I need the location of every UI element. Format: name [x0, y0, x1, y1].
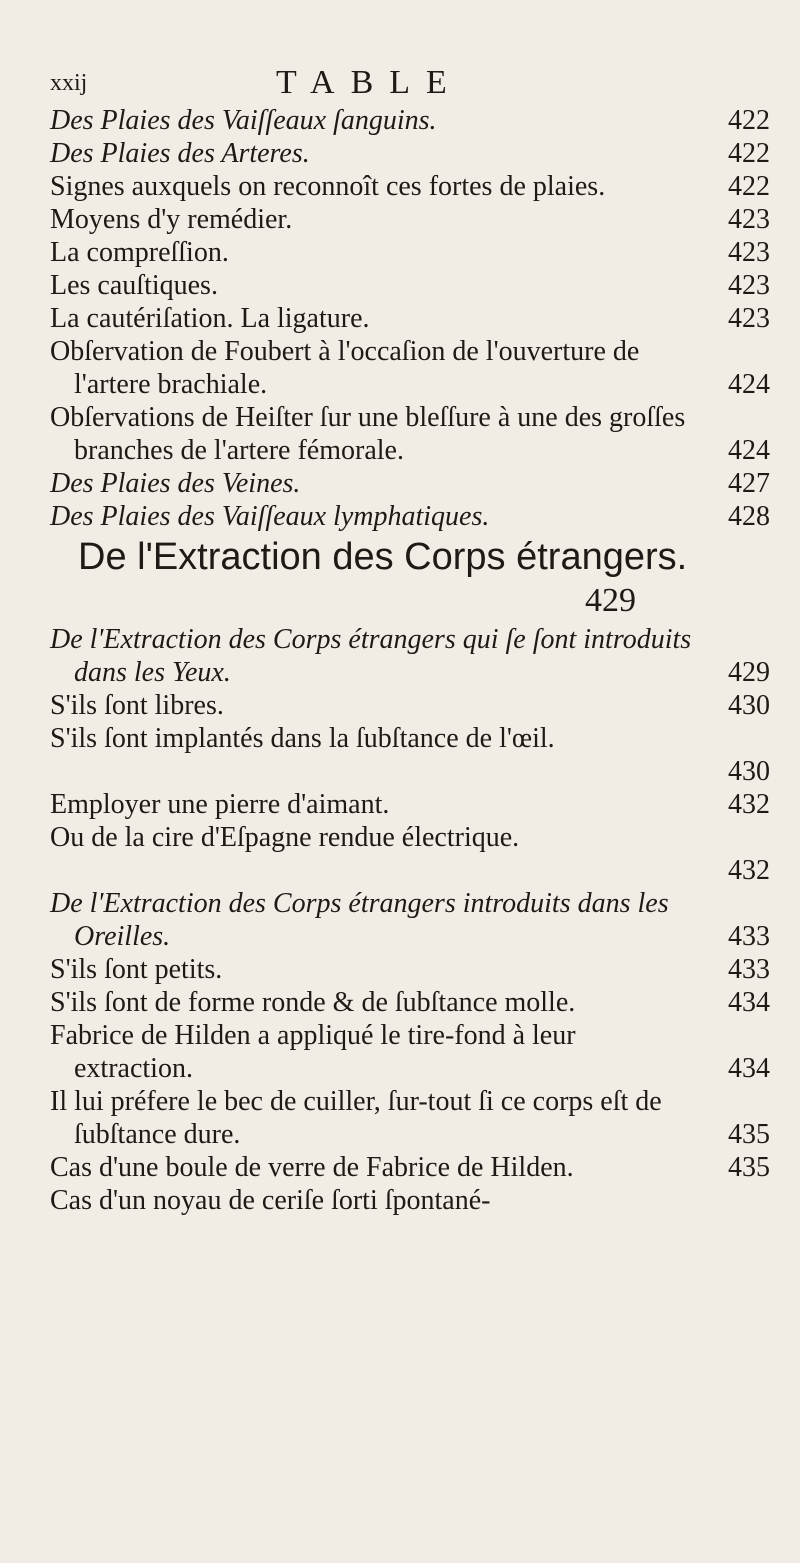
toc-entry-text: Signes auxquels on reconnoît ces fortes de plaies. — [50, 171, 606, 202]
toc-entry — [50, 722, 770, 788]
toc-entry-page: 422 — [728, 171, 770, 202]
toc-entry-page: 423 — [728, 303, 770, 334]
toc-entry-text: Cas d'un noyau de ceriſe ſorti ſpontané- — [50, 1185, 491, 1216]
toc-entry — [50, 269, 770, 302]
toc-entry-text: S'ils ſont libres. — [50, 690, 224, 721]
toc-entry-text: De l'Extraction des Corps étrangers qui ſe ſont introduits dans les Yeux. — [50, 624, 692, 688]
toc-entry-page: 424 — [728, 435, 770, 466]
toc-entry-text: Des Plaies des Vaiſſeaux lymphatiques. — [50, 501, 490, 532]
entry-list-plaies — [50, 104, 770, 533]
toc-entry-page: 432 — [728, 855, 770, 886]
toc-entry-page: 435 — [728, 1119, 770, 1150]
toc-entry — [50, 302, 770, 335]
toc-entry-text: Des Plaies des Vaiſſeaux ſanguins. — [50, 105, 437, 136]
toc-entry-page: 423 — [728, 270, 770, 301]
toc-entry — [50, 1151, 770, 1184]
toc-entry-text: Obſervation de Foubert à l'occaſion de l'ouverture de l'artere brachiale. — [50, 336, 640, 400]
toc-entry — [50, 1019, 770, 1085]
section-heading: De l'Extraction des Corps étrangers. — [78, 536, 688, 578]
toc-entry-text: S'ils ſont implantés dans la ſubſtance de l'œil. — [50, 723, 555, 754]
toc-entry — [50, 203, 770, 236]
toc-entry — [50, 887, 770, 953]
toc-entry-text: Il lui préfere le bec de cuiller, ſur-tout ſi ce corps eſt de ſubſtance dure. — [50, 1086, 662, 1150]
toc-entry-text: Ou de la cire d'Eſpagne rendue électrique. — [50, 822, 520, 853]
toc-entry-page: 424 — [728, 369, 770, 400]
toc-entry — [50, 236, 770, 269]
toc-entry-page: 433 — [728, 954, 770, 985]
entry-list-extraction — [50, 623, 770, 1217]
toc-entry-text: S'ils ſont petits. — [50, 954, 223, 985]
toc-entry — [50, 689, 770, 722]
toc-entry-text: Moyens d'y remédier. — [50, 204, 293, 235]
toc-entry — [50, 986, 770, 1019]
toc-entry-text: S'ils ſont de forme ronde & de ſubſtance molle. — [50, 987, 576, 1018]
toc-entry — [50, 623, 770, 689]
toc-entry-page: 423 — [728, 204, 770, 235]
toc-entry-page: 423 — [728, 237, 770, 268]
toc-entry-text: La compreſſion. — [50, 237, 229, 268]
toc-entry — [50, 401, 770, 467]
toc-entry — [50, 1085, 770, 1151]
toc-entry-text: Employer une pierre d'aimant. — [50, 789, 390, 820]
toc-entry-text: Des Plaies des Veines. — [50, 468, 301, 499]
toc-entry-page: 434 — [728, 987, 770, 1018]
toc-entry — [50, 467, 770, 500]
toc-entry-page: 422 — [728, 138, 770, 169]
page-number: xxij — [50, 70, 88, 96]
toc-entry-page: 430 — [728, 756, 770, 787]
toc-entry — [50, 335, 770, 401]
toc-entry-page: 422 — [728, 105, 770, 136]
toc-entry — [50, 1184, 770, 1217]
toc-entry-text: La cautériſation. La ligature. — [50, 303, 370, 334]
toc-entry — [50, 137, 770, 170]
toc-entry-page: 429 — [728, 657, 770, 688]
page-header — [50, 66, 770, 106]
toc-entry-page: 430 — [728, 690, 770, 721]
toc-entry-text: De l'Extraction des Corps étrangers introduits dans les Oreilles. — [50, 888, 669, 952]
section-page-number: 429 — [585, 582, 636, 619]
toc-entry-text: Des Plaies des Arteres. — [50, 138, 310, 169]
toc-entry-text: Cas d'une boule de verre de Fabrice de Hilden. — [50, 1152, 574, 1183]
table-of-contents — [50, 104, 770, 1217]
toc-entry — [50, 821, 770, 887]
toc-entry-page: 434 — [728, 1053, 770, 1084]
toc-entry — [50, 953, 770, 986]
running-title: TABLE — [276, 64, 463, 101]
toc-entry-page: 435 — [728, 1152, 770, 1183]
toc-entry — [50, 104, 770, 137]
toc-entry-page: 428 — [728, 501, 770, 532]
toc-entry — [50, 788, 770, 821]
toc-entry-text: Obſervations de Heiſter ſur une bleſſure à une des groſſes branches de l'artere fémorale. — [50, 402, 686, 466]
toc-entry — [50, 170, 770, 203]
toc-entry — [50, 500, 770, 533]
toc-entry-page: 432 — [728, 789, 770, 820]
toc-entry-page: 427 — [728, 468, 770, 499]
toc-entry-text: Fabrice de Hilden a appliqué le tire-fond à leur extraction. — [50, 1020, 576, 1084]
toc-entry-text: Les cauſtiques. — [50, 270, 218, 301]
toc-entry-page: 433 — [728, 921, 770, 952]
